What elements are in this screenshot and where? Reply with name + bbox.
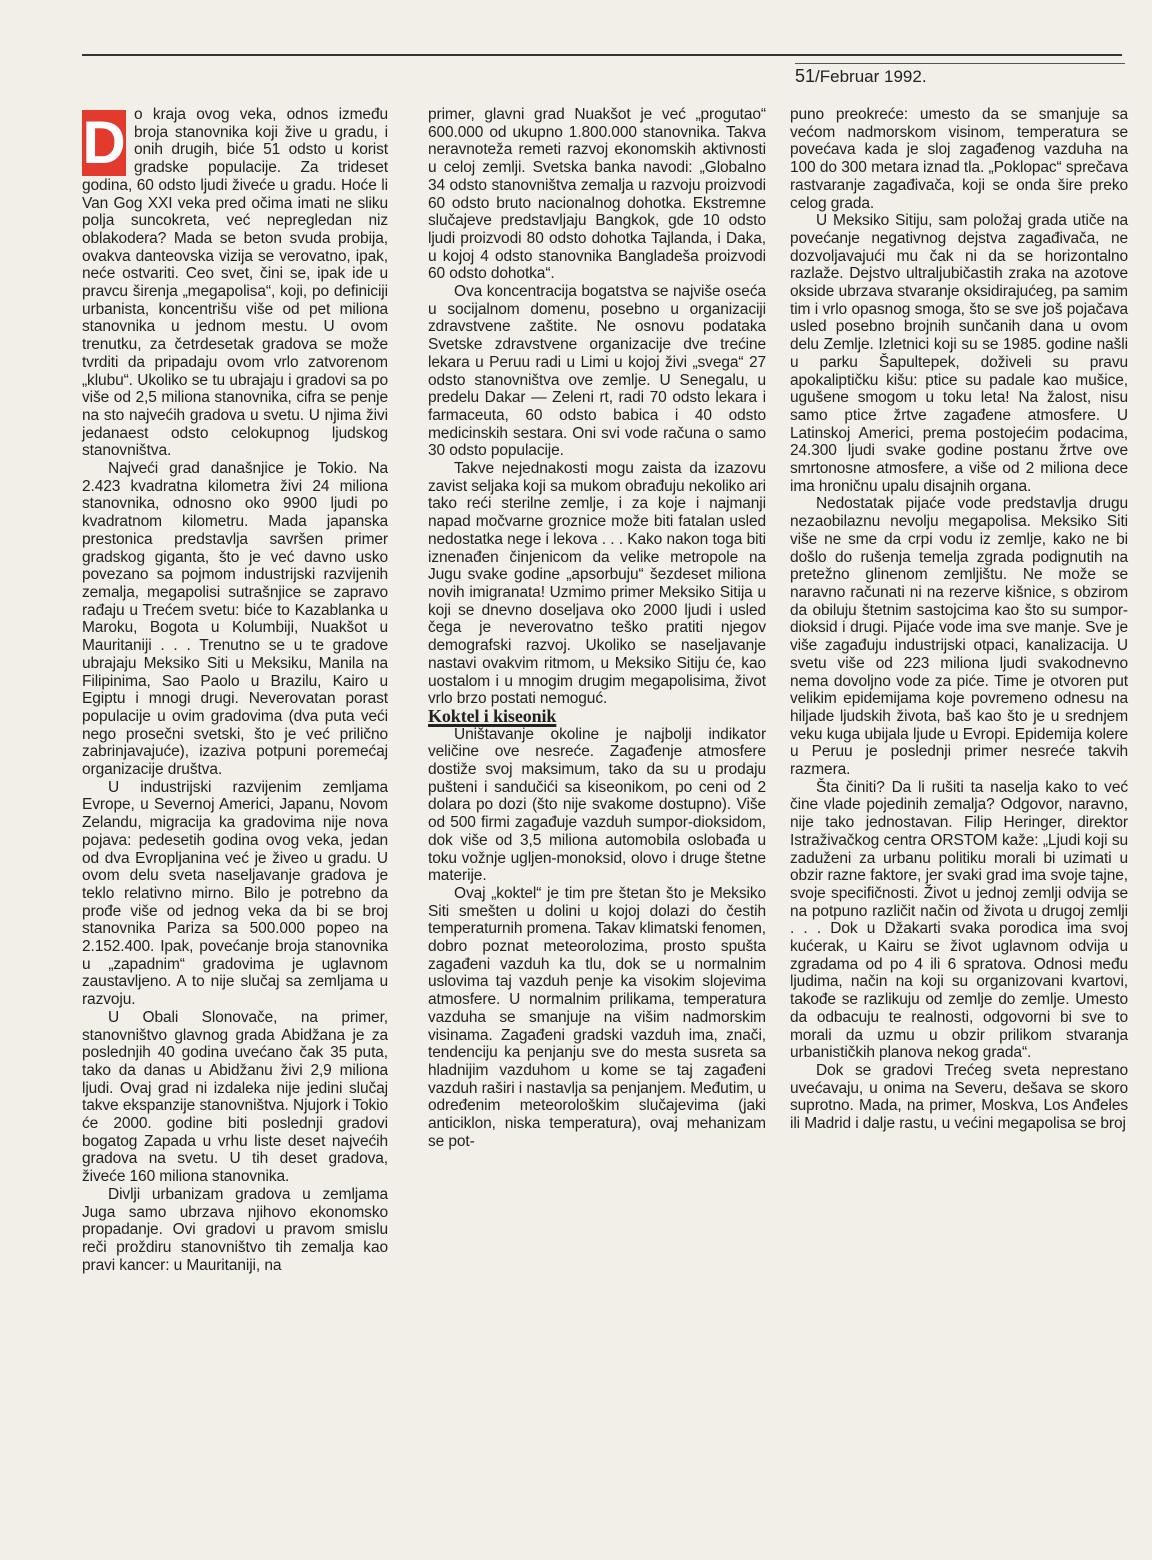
paragraph: Divlji urbanizam gradova u zemljama Juga samo ubrzava njihovo ekonomsko propadanje. Ovi gradovi u pravom smislu reči proždiru stanovništvo tih zemalja kao pravi kancer: u Mauritaniji, na xyxy=(82,1185,388,1274)
paragraph: U Obali Slonovače, na primer, stanovništvo glavnog grada Abidžana je za poslednjih 40 godina uvećano čak 35 puta, tako da danas u Abidžanu živi 2,9 miliona ljudi. Ovaj grad ni izdaleka nije jedini slučaj takve ekspanzije stanovništva. Njujork i Tokio će 2000. godine biti poslednji gradovi bogatog Zapada u vrhu liste deset najvećih gradova na svetu. U tih deset gradova, živeće 160 miliona stanovnika. xyxy=(82,1008,388,1186)
paragraph: Šta činiti? Da li rušiti ta naselja kako to već čine vlade pojedinih zemalja? Odgovor, naravno, nije tako jednostavan. Filip Heringer, direktor Istraživačkog centra ORSTOM kaže: „Ljudi koji su zaduženi za urbanu politiku morali bi uzimati u obzir razne faktore, jer svaki grad ima svoje tajne, svoje specifičnosti. Život u jednoj zemlji odvija se na potpuno različit način od života u drugoj zemlji . . . Dok u Džakarti svaka porodica ima svoj kućerak, u Kairu se život uglavnom odvija u zgradama od po 4 ili 6 spratova. Odnosi među ljudima, način na koji su organizovani kvartovi, takođe se razlikuju od zemlje do zemlje. Umesto da odbacuju te realnosti, odgovorni bi sve to morali da uzmu u obzir prilikom stvaranja urbanističkih planova nekog grada“. xyxy=(790,778,1128,1062)
paragraph: Takve nejednakosti mogu zaista da izazovu zavist seljaka koji sa mukom obrađuju nekoliko ari tako reći sterilne zemlje, i za koje i najmanji napad močvarne groznice može biti fatalan usled nedostatka nege i lekova . . . Kako nakon toga biti iznenađen činjenicom da velike metropole na Jugu svake godine „apsorbuju“ šezdeset miliona novih imigranata! Uzmimo primer Meksiko Sitija u koji se dnevno doseljava oko 2000 ljudi i usled čega je neverovatno teško pratiti njegov demografski razvoj. Ukoliko se naseljavanje nastavi ovakvim ritmom, u Meksiko Sitiju će, kao uostalom i u mnogim drugim megapolisima, život vrlo brzo postati nemoguć. xyxy=(428,460,766,708)
issue-date: /Februar 1992. xyxy=(815,67,927,86)
article-column-3 xyxy=(790,106,1128,1133)
article-column-1 xyxy=(82,106,388,1274)
paragraph: o kraja ovog veka, odnos između broja stanovnika koji žive u gradu, i onih drugih, biće 51 odsto u korist gradske populacije. Za trideset godina, 60 odsto ljudi živeće u gradu. Hoće li Van Gog XXI veka pred očima imati ne sliku polja suncokreta, već nepregledan niz oblakodera? Mada se beton svuda probija, ovakva danteovska vizija se verovatno, ipak, neće ostvariti. Ceo svet, čini se, ipak ide u pravcu širenja „megapolisa“, koji, po definiciji urbanista, koncentrišu više od pet miliona stanovnika u jednom mestu. U ovom trenutku, za četrdesetak gradova se može tvrditi da pripadaju ovom vrlo zatvorenom „klubu“. Ukoliko se tu ubrajaju i gradovi sa po više od 2,5 miliona stanovnika, cifra se penje na sto najvećih gradova u svetu. U njima živi jedanaest odsto celokupnog ljudskog stanovništva. xyxy=(82,106,388,460)
page-number: 51 xyxy=(795,66,816,86)
paragraph: Ova koncentracija bogatstva se najviše oseća u socijalnom domenu, posebno u organizaciji zdravstvene zaštite. Ne osnovu podataka Svetske zdravstvene organizacije dve trećine lekara u Peruu radi u Limi u kojoj živi „svega“ 27 odsto stanovništva ove zemlje. U Senegalu, u predelu Dakar — Zeleni rt, radi 70 odsto lekara i farmaceuta, 60 odsto babica i 40 odsto medicinskih sestara. Oni svi vode računa o samo 30 odsto populacije. xyxy=(428,283,766,460)
paragraph: Nedostatak pijaće vode predstavlja drugu nezaobilaznu nevolju megapolisa. Meksiko Siti više ne sme da crpi vodu iz zemlje, kako ne bi došlo do rušenja temelja zgrada podignutih na pretežno glinenom zemljištu. Ne može se naravno računati ni na rezerve kišnice, s obzirom da obiluju štetnim sastojcima kao što su sumpor-dioksid i drugi. Pijaće vode ima sve manje. Sve je više zagađuju industrijski otpaci, kanalizacija. U svetu više od 223 miliona ljudi svakodnevno nema dovoljno vode za piće. Time je otvoren put velikim epidemijama koje povremeno odnesu na hiljade ljudskih života, baš kao što je u srednjem veku kuga ubijala ljude u Evropi. Epidemija kolere u Peruu je poslednji primer nesreće takvih razmera. xyxy=(790,495,1128,779)
paragraph: Uništavanje okoline je najbolji indikator veličine ove nesreće. Zagađenje atmosfere dostiže svoj maksimum, tako da su u prodaju pušteni i sandučići sa kiseonikom, po ceni od 2 dolara po dozi (što nije svakome dostupno). Više od 500 firmi zagađuje vazduh sumpor-dioksidom, dok više od 3,5 miliona automobila oslobađa u toku vožnje ugljen-monoksid, olovo i druge štetne materije. xyxy=(428,725,766,885)
paragraph: U Meksiko Sitiju, sam položaj grada utiče na povećanje negativnog dejstva zagađivača, ne dozvoljavajući mu čak ni da se horizontalno razlaže. Dejstvo ultraljubičastih zraka na azotove okside ubrzava stvaranje oksidirajućeg, pa samim tim i vrlo opasnog smoga, što se sve još pojačava usled posebno brojnih sunčanih dana u ovom delu Zemlje. Izletnici koji su se 1985. godine našli u parku Šapultepek, doživeli su pravu apokaliptičku kišu: ptice su padale kao mušice, ugušene smogom u toku leta! Na žalost, nisu samo ptice žrtve zagađene atmosfere. U Latinskoj Americi, prema postojećim podacima, 24.300 ljudi svake godine postanu žrtve ove smrtonosne atmosfere, a više od 2 miliona dece ima hroničnu upalu disajnih organa. xyxy=(790,212,1128,495)
paragraph: Ovaj „koktel“ je tim pre štetan što je Meksiko Siti smešten u dolini u kojoj dolazi do čestih temperaturnih promena. Takav klimatski fenomen, dobro poznat meteorolozima, prosto spušta zagađeni vazduh ka tlu, dok se u normalnim uslovima taj vazduh penje ka visokim slojevima atmosfere. U normalnim prilikama, temperatura vazduha se smanjuje na višim nadmorskim visinama. Zagađeni gradski vazduh ima, znači, tendenciju ka penjanju sve do mesta susreta sa hladnijim vazduhom u kome se taj zagađeni vazduh raširi i nastavlja sa penjanjem. Međutim, u određenim meteorološkim slučajevima (jaki anticiklon, niska temperatura), ovaj mehanizam se pot- xyxy=(428,884,766,1150)
article-column-2 xyxy=(428,106,766,1150)
drop-cap: D xyxy=(82,109,126,176)
paragraph: U industrijski razvijenim zemljama Evrope, u Severnoj Americi, Japanu, Novom Zelandu, migracija ka gradovima nije nova pojava: pedesetih godina ovog veka, jedan od dva Evropljanina već je živeo u gradu. U ovom delu sveta naseljavanje gradova je teklo relativno mirno. Bilo je potrebno da prođe više od jednog veka da bi se broj stanovnika Pariza sa 500.000 popeo na 2.152.400. Ipak, povećanje broja stanovnika u „zapadnim“ gradovima je uglavnom zaustavljeno. A to nije slučaj sa zemljama u razvoju. xyxy=(82,778,388,1009)
header-rule-short xyxy=(795,63,1125,64)
paragraph: Najveći grad današnjice je Tokio. Na 2.423 kvadratna kilometra živi 24 miliona stanovnika, odnosno oko 9900 ljudi po kvadratnom kilometru. Mada japanska prestonica predstavlja savršen primer gradskog giganta, što je već davno usko povezano sa pojmom industrijski razvijenih zemalja, megapolisi sutrašnjice se zapravo rađaju u Trećem svetu: biće to Kazablanka u Maroku, Bogota u Kolumbiji, Nuakšot u Mauritaniji . . . Trenutno se u te gradove ubrajaju Meksiko Siti u Meksiku, Manila na Filipinima, Sao Paolo u Brazilu, Kairo u Egiptu i mnogi drugi. Neverovatan porast populacije u ovim gradovima (dva puta veći nego prosečni svetski, što je već prilično zabrinjavajuće), izaziva potpuni poremećaj organizacije društva. xyxy=(82,460,388,779)
section-subheading: Koktel i kiseonik xyxy=(428,705,557,726)
page-header xyxy=(795,66,927,87)
paragraph: puno preokreće: umesto da se smanjuje sa većom nadmorskom visinom, temperatura se povećava kada je sloj zagađenog vazduha na 100 do 300 metara iznad tla. „Poklopac“ sprečava rastvaranje zagađivača, koji se onda šire preko celog grada. xyxy=(790,106,1128,212)
paragraph: Dok se gradovi Trećeg sveta neprestano uvećavaju, u onima na Severu, dešava se skoro suprotno. Mada, na primer, Moskva, Los Anđeles ili Madrid i dalje rastu, u većini megapolisa se broj xyxy=(790,1061,1128,1133)
header-rule xyxy=(82,54,1122,56)
paragraph: primer, glavni grad Nuakšot je već „progutao“ 600.000 od ukupno 1.800.000 stanovnika. Takva neravnoteža remeti razvoj ekonomskih aktivnosti u celoj zemlji. Svetska banka navodi: „Globalno 34 odsto stanovništva zemalja u razvoju proizvodi 60 odsto bruto nacionalnog dohotka. Ekstremne slučajeve predstavljaju Bangkok, gde 10 odsto ljudi proizvodi 80 odsto dohotka Tajlanda, i Daka, u kojoj 4 odsto stanovnika Bangladeša proizvodi 60 odsto dohotka“. xyxy=(428,106,766,283)
